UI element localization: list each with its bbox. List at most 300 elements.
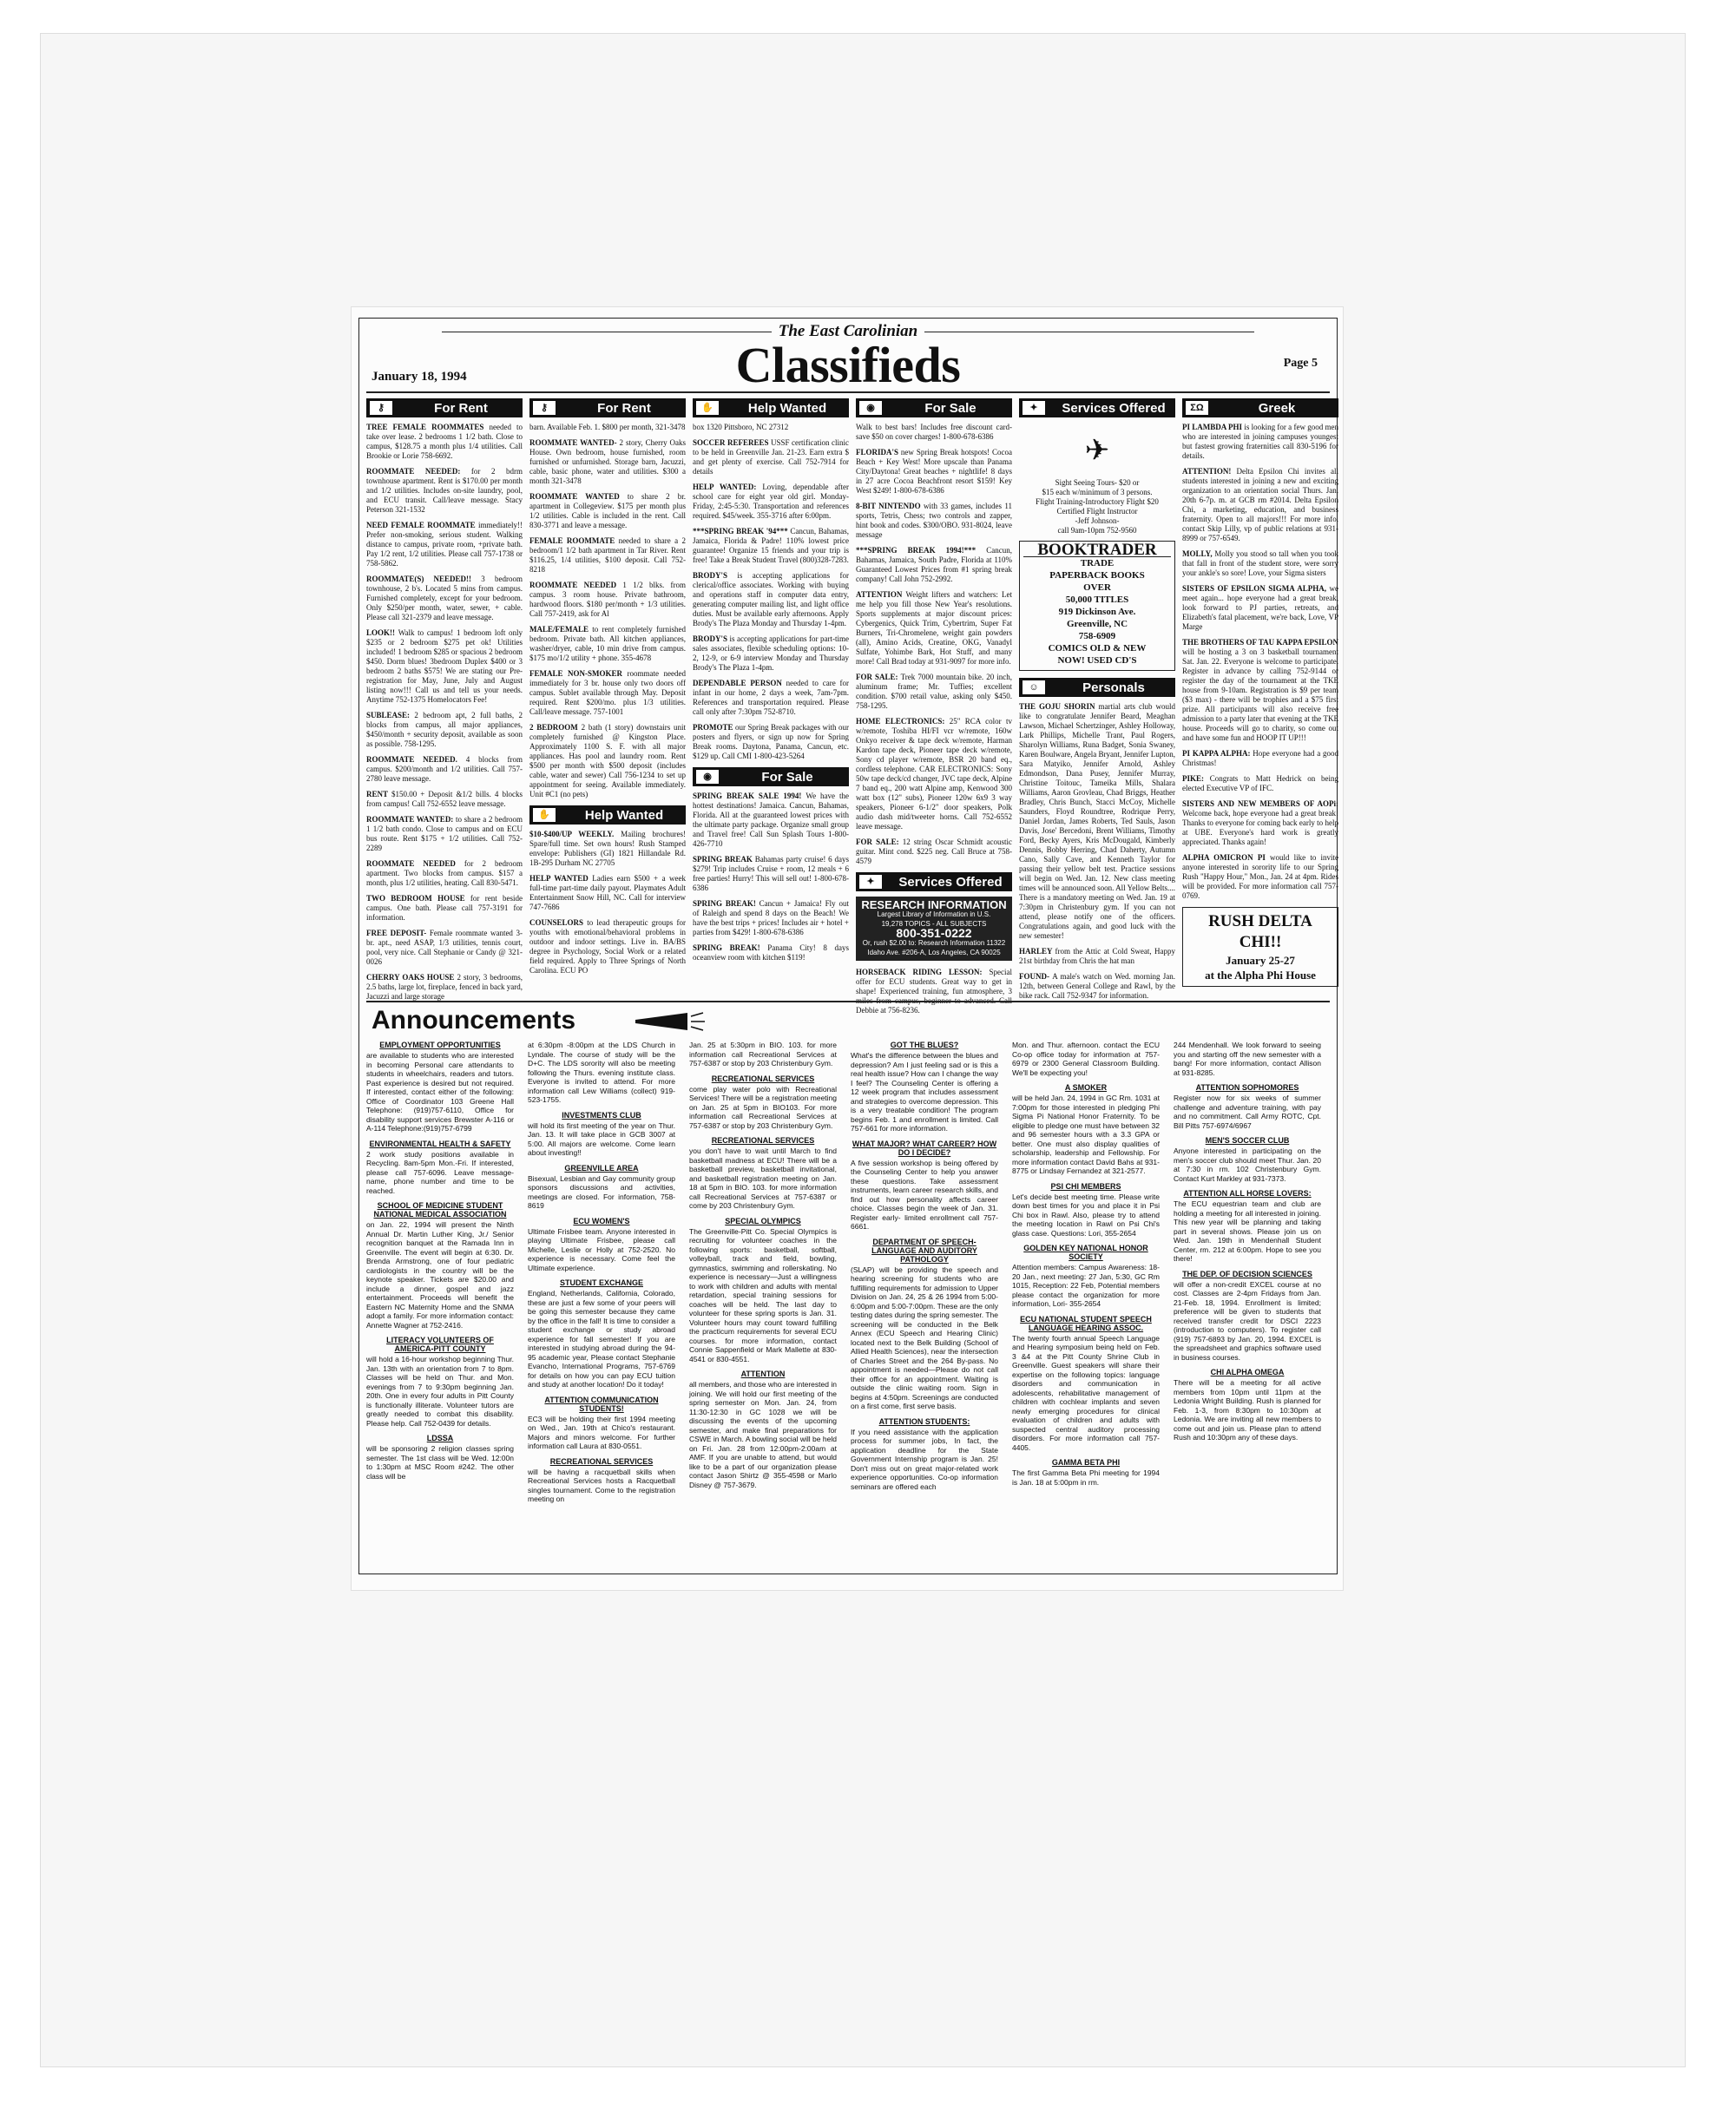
announcement-text: Bisexual, Lesbian and Gay community group sponsors discussions and activities, meetings are closed. For information, 758-8619 — [528, 1173, 675, 1210]
announcement-text: Mon. and Thur. afternoon. contact the ECU Co-op office today for information at 757-6979 or 2300 General Classroom Building. We'll be expecting you! — [1012, 1041, 1160, 1077]
announcement-text: The twenty fourth annual Speech Language and Hearing symposium being held on Feb. 3 &4 at the Pitt County Shrine Club in Greenville. Guest speakers will share their expertise on the following topics: language disorders and communication in adolescents, rehabilitative management of children with cochlear implants and seven newly emerging procedures for clinical evaluation of children and adults with suspected central auditory processing disorders. For more information call 757-4405. — [1012, 1333, 1160, 1452]
announcement-text: on Jan. 22, 1994 will present the Ninth Annual Dr. Martin Luther King, Jr./ Senior recognition banquet at the Ramada Inn in Greenville. The event will begin at 6:30. Dr. Brenda Armstrong, one of four pediatric cardiologists in the country will be the keynote speaker. Tickets are $20.00 and include a dinner, gospel and jazz entertainment. Proceeds will benefit the Eastern NC Maternity Home and the SNMA adopt a family. For more information contact: Annette Wagner at 752-2416. — [366, 1220, 514, 1330]
ad-lead: PI LAMBDA PHI — [1182, 423, 1245, 431]
handshake-icon: ✋ — [533, 808, 556, 822]
ad-lead: PROMOTE — [693, 723, 736, 732]
announcement-text: 2 work study positions available in Recycling. 8am-5pm Mon.-Fri. If interested, please call 757-6096. Leave message- name, phone number and time to be reached. — [366, 1149, 514, 1195]
classified-ad — [693, 723, 849, 761]
announcement — [528, 1278, 675, 1390]
announcement-text: There will be a meeting for all active members from 10pm until 11pm at the Ledonia Wright Building. Rush is planned for Feb. 1-3, from 8:30pm to 10:30pm at Ledonia. We are inviting all new members to come out and join us. Please plan to attend Rush and 10:30pm any of these days. — [1174, 1378, 1321, 1442]
ad-text: 2 bedroom apt, 2 full baths, 2 blocks from campus, all major appliances, $450/month + security deposit, available as soon as possible. 758-1295. — [366, 711, 523, 748]
ad-lead: ATTENTION! — [1182, 467, 1237, 476]
booktrader-line: TRADE — [1080, 558, 1115, 568]
ad-lead: FEMALE ROOMMATE — [529, 536, 619, 545]
classified-ad — [529, 438, 686, 486]
ad-text: will be hosting a 3 on 3 basketball tournament Sat. Jan. 22. Everyone is welcome to participate. Register in advance by calling 752-9144 or register the day of the tournament at the TKE house from 9-10am. Registration is $9 per team ($3 max) - there will be trophies and a $75 first prize. All participants will also receive free admission to a party later that evening at the TKE house. Proceeds will go to charity, so come out and have some fun and HOOP IT UP!!! — [1182, 647, 1338, 742]
announcement-heading: PSI CHI MEMBERS — [1050, 1181, 1121, 1191]
announcement-heading: CHI ALPHA OMEGA — [1210, 1368, 1285, 1376]
classified-ad — [366, 790, 523, 809]
announcement — [1012, 1315, 1160, 1453]
ad-text: Delta Epsilon Chi invites all students interested in joining a new and exciting organization to an orientation social Thurs. Jan. 20th 6-7p. m. at GCB rm #2014. Delta Epsilon Chi, a marketing, education, and business fraternity. Open to all majors!!! For more info. contact Skip Lilly, vp of public relations at 931-8999 or 757-6549. — [1182, 467, 1338, 542]
ad-lead: SUBLEASE: — [366, 711, 415, 719]
tools-icon: ✦ — [859, 875, 882, 889]
ad-text: 4 blocks from campus. $200/month and 1/2 utilities. Call 757-2780 leave message. — [366, 755, 523, 783]
announcement-text: Jan. 25 at 5:30pm in BIO. 103. for more information call Recreational Services at 757-6387 or stop by 203 Christenbury Gym. — [689, 1041, 837, 1068]
classified-ad — [693, 527, 849, 565]
ad-lead: NEED FEMALE ROOMMATE — [366, 521, 479, 529]
key-icon: ⚷ — [370, 401, 392, 415]
ad-text: Bahamas party cruise! 6 days $279! Trip includes Cruise + room, 12 meals + 6 free parties! Hurry! This will sell out! 1-800-678-6386 — [693, 855, 849, 892]
ad-lead: SISTERS AND NEW MEMBERS OF AOPi: — [1182, 799, 1338, 808]
section-header-for-sale: ◉ For Sale — [856, 398, 1012, 417]
announcement-heading: DEPARTMENT OF SPEECH-LANGUAGE AND AUDITORY PATHOLOGY — [871, 1237, 977, 1264]
classified-ad — [366, 755, 523, 784]
ad-lead: FLORIDA'S — [856, 448, 901, 457]
ad-text: for 2 bdrm townhouse apartment. Rent is $170.00 per month and 1/2 utilities. Includes on-site laundry, pool, and ECU transit. Call/leave message. Stacy Peterson 321-1532 — [366, 467, 523, 514]
research-information-ad: RESEARCH INFORMATION Largest Library of Information in U.S. 19,278 TOPICS - ALL SUBJECTS 800-351-0222 Or, rush $2.00 to: Research Information 11322 Idaho Ave. #206-A, Los Angeles, CA 90025 — [856, 897, 1012, 961]
classified-ad — [529, 536, 686, 575]
ad-text: 1 1/2 blks. from campus. 3 room house. Private bathroom, hardwood floors. $180 per/month + 1/3 utilities. Call 757-2419, ask for Al — [529, 581, 686, 618]
ad-text: Special offer for ECU students. Great way to get in shape! Experienced training, fun atmosphere, 3 miles from campus, beginner to advanced. Call Debbie at 756-8236. — [856, 968, 1012, 1015]
announcement-columns — [366, 1041, 1330, 1566]
ad-text: immediately!! Prefer non-smoking, serious student. Walking distance to campus, private room, +private bath. Pay 1/2 rent, 1/2 utilities. Please call 757-1738 or 758-5862. — [366, 521, 523, 568]
ad-text: our Spring Break packages with our posters and flyers, or sign up now for Spring Break rooms. Daytona, Panama, Cancun, etc. $129 up. Call CMI 1-800-423-5264 — [693, 723, 850, 760]
announcement-column-1 — [366, 1041, 514, 1566]
ad-lead: FEMALE NON-SMOKER — [529, 669, 628, 678]
ad-text: Loving, dependable after school care for eight year old girl. Monday- Friday, 2:45-5:30. Transportation and references required. $45/week. 355-3716 after 6:00pm. — [693, 483, 849, 520]
classified-ad — [693, 679, 849, 717]
announcement — [689, 1217, 837, 1364]
classified-ad — [366, 815, 523, 853]
ad-text: Mailing brochures! Spare/full time. Set own hours! Rush Stamped envelope: Publishers (GI) 1821 Hillandale Rd. 1B-295 Durham NC 27705 — [529, 830, 686, 867]
ad-lead: HOME ELECTRONICS: — [856, 717, 950, 726]
ad-text: from the Attic at Cold Sweat, Happy 21st birthday from Chris the hat man — [1019, 947, 1175, 965]
ad-lead: SPRING BREAK! — [693, 943, 768, 952]
announcement-text: at 6:30pm -8:00pm at the LDS Church in Lyndale. The course of study will be the D+C. The LDS sorority will also be meeting following the Thurs. evening institute class. Everyone is invited to attend. For more information call Lew Williams (collect) 919-523-1755. — [528, 1041, 675, 1104]
tour-line: $15 each w/minimum of 3 persons. — [1042, 488, 1153, 496]
ad-text: Cancun + Jamaica! Fly out of Raleigh and spend 8 days on the Beach! We have the best trips + prices! Includes air + hotel + parties from $429! 1-800-678-6386 — [693, 899, 849, 936]
announcement — [528, 1164, 675, 1211]
ad-text: new Spring Break hotspots! Cocoa Beach + Key West! More upscale than Panama City/Daytona! Great beaches + nightlife! 8 days in 27 acre Cocoa Beachfront resort $159! Key West $249! 1-800-678-6386 — [856, 448, 1013, 495]
classified-ad — [1182, 467, 1338, 543]
classified-ad — [529, 625, 686, 663]
classified-ad — [856, 590, 1012, 667]
classified-ad — [856, 423, 1012, 442]
tour-line: Sight Seeing Tours- $20 or — [1055, 478, 1140, 487]
booktrader-line: PAPERBACK BOOKS — [1049, 570, 1145, 581]
handshake-icon: ✋ — [696, 401, 719, 415]
ad-lead: LOOK!! — [366, 628, 398, 637]
ad-text: to share a 2 bedroom 1 1/2 bath condo. Close to campus and on ECU bus route. Rent $175 + 1/2 utilities. Call 752-2289 — [366, 815, 523, 852]
announcements-header — [366, 1001, 1330, 1039]
ad-text: is looking for a few good men who are interested in joining campuses youngest but fastest growing fraternities call 830-5196 for details. — [1182, 423, 1338, 460]
announcement — [851, 1140, 998, 1232]
booktrader-ad: BOOKTRADER TRADE PAPERBACK BOOKS OVER 50,000 TITLES 919 Dickinson Ave. Greenville, NC 758-6909 COMICS OLD & NEW NOW! USED CD'S — [1019, 541, 1175, 671]
classified-ad — [693, 899, 849, 937]
announcement — [366, 1434, 514, 1481]
megaphone-icon — [635, 1013, 705, 1030]
classified-ad — [529, 581, 686, 619]
ad-text: A male's watch on Wed. morning Jan. 12th, between General College and Rawl, by the bike rack. Call 752-9347 for information. — [1019, 972, 1175, 1000]
booktrader-line: 50,000 TITLES — [1065, 595, 1129, 605]
announcement-heading: GREENVILLE AREA — [564, 1163, 639, 1173]
classified-ad — [1019, 702, 1175, 941]
rush-delta-chi-ad: RUSH DELTA CHI!! January 25-27 at the Alpha Phi House — [1182, 907, 1338, 987]
column-for-rent-1 — [366, 398, 523, 1001]
ad-lead: ATTENTION — [856, 590, 906, 599]
classified-ad — [856, 546, 1012, 584]
ad-list — [693, 792, 849, 963]
announcement-text: are available to students who are interested in becoming Personal care attendants to students in wheelchairs, readers and tutors. Past experience is desired but not required. If interested, contact either of the following: Office of Coordinator 103 Greene Hall Telephone: (919)757-6110, Office for disability support services Brewster A-116 or A-114 Telephone:(919)757-6799 — [366, 1051, 514, 1133]
tour-line: Certified Flight Instructor — [1056, 507, 1138, 516]
column-for-rent-2 — [529, 398, 686, 997]
announcement — [1012, 1083, 1160, 1176]
tag-icon: ◉ — [859, 401, 882, 415]
ad-list — [1019, 702, 1175, 1001]
announcement-heading: INVESTMENTS CLUB — [562, 1110, 641, 1120]
column-greek — [1182, 398, 1338, 997]
section-header-help-wanted: ✋ Help Wanted — [693, 398, 849, 417]
newspaper-page — [351, 306, 1344, 1591]
announcement — [689, 1370, 837, 1489]
ad-text: barn. Available Feb. 1. $800 per month, 321-3478 — [529, 423, 686, 431]
announcement-heading: SCHOOL OF MEDICINE STUDENT NATIONAL MEDICAL ASSOCIATION — [373, 1201, 507, 1219]
announcement-heading: ATTENTION COMMUNICATION STUDENTS! — [544, 1395, 659, 1413]
issue-date: January 18, 1994 — [372, 370, 467, 384]
ad-lead: MOLLY, — [1182, 549, 1215, 558]
ad-text: with 33 games, includes 11 sports, Tetris, Chess; two controls and zapper, hint book and codes. $300/OBO. 931-8024, leave message — [856, 502, 1012, 539]
ad-text: Ladies earn $500 + a week full-time part-time daily payout. Playmates Adult Entertainment Snow Hill, NC. Call for interview 747-7686 — [529, 874, 686, 911]
classified-ad — [1182, 774, 1338, 793]
announcement — [1012, 1182, 1160, 1238]
announcement-heading: RECREATIONAL SERVICES — [711, 1136, 815, 1145]
column-services-personals — [1019, 398, 1175, 1000]
classified-ad — [693, 792, 849, 849]
announcement — [1174, 1136, 1321, 1183]
ad-lead: SOCCER REFEREES — [693, 438, 772, 447]
tag-icon: ◉ — [696, 770, 719, 784]
ad-text: Welcome back, hope everyone had a great break! Thanks to everyone for coming back early to help at UBE. Everyone's hard work is greatly appreciated. Thanks again! — [1182, 809, 1338, 846]
announcement-heading: ECU WOMEN'S — [573, 1216, 630, 1225]
announcement — [851, 1041, 998, 1133]
announcement-text: If you need assistance with the application process for summer jobs, In fact, the application deadline for the State Government Internship program is Jan. 25! Don't miss out on great major-related work experience opportunities. Co-op information seminars are offered each — [851, 1427, 998, 1491]
ad-text: we meet again... hope everyone had a great break, look forward to PJ parties, retreats, and Elizabeth's fatal placement, we're back, Love, VP Marge — [1182, 584, 1338, 631]
classified-ad — [693, 634, 849, 673]
ad-text: Female roommate wanted 3-br. apt., need ASAP, 1/3 utilities, tennis court, pool, very nice. Call Stephanie or Candy @ 321-0026 — [366, 929, 523, 966]
announcement-text: Register now for six weeks of summer challenge and adventure training, with pay and no commitment. Call Army ROTC, Cpt. Bill Pitts 757-6974/6967 — [1174, 1094, 1321, 1130]
ad-text: for rent beside campus. One bath. Please call 757-3191 for information. — [366, 894, 523, 922]
announcement-text: will hold a 16-hour workshop beginning Thur. Jan. 13th with an orientation from 7 to 8pm. Classes will be held on Thur. and Mon. evenings from 7 to 9:30pm beginning Jan. 20th. One in every four adults in Pitt County is functionally illiterate. Volunteer tutors are greatly needed to combat this disability. Please help. Call 752-0439 for details. — [366, 1355, 514, 1428]
ad-lead: SISTERS OF EPSILON SIGMA ALPHA, — [1182, 584, 1330, 593]
announcement-column-2 — [528, 1041, 675, 1566]
booktrader-line: 758-6909 — [1078, 631, 1116, 641]
classified-ad — [529, 669, 686, 717]
ad-text: Cancun, Bahamas, Jamaica, Florida & Padre! 110% lowest price guarantee! Organize 15 friends and your trip is free! Take a Break Student Travel (800)328-7283. — [693, 527, 849, 564]
announcement — [1174, 1368, 1321, 1442]
ad-lead: PIKE: — [1182, 774, 1210, 783]
classified-ad — [529, 492, 686, 530]
ad-text: 2 story, Cherry Oaks House. Own bedroom, house furnished, room furnished or unfurnished. Storage barn, Jacuzzi, cable, basic phone, water and utilities. $300 a month 321-3478 — [529, 438, 687, 485]
ad-text: Hope everyone had a good Christmas! — [1182, 749, 1338, 767]
ad-lead: FOR SALE: — [856, 673, 901, 681]
ad-lead: ROOMMATE NEEDED: — [366, 467, 471, 476]
classified-ad — [529, 723, 686, 799]
ad-text: 3 bedroom townhouse, 2 b's. Located 5 mins from campus. Furnished completely, except for your bedroom. Only $250/per month, water, sewer, + cable. Please call 321-2379 and leave message. — [366, 575, 523, 621]
ad-text: box 1320 Pittsboro, NC 27312 — [693, 423, 789, 431]
ad-lead: ROOMMATE WANTED: — [366, 815, 456, 824]
ad-text: would like to invite anyone interested in sorority life to our Spring Rush "Happy Hour," Mon., Jan. 24 at 4pm. Rides will be provided. For more information call 757-0769. — [1182, 853, 1338, 900]
section-header-for-rent: ⚷ For Rent — [366, 398, 523, 417]
announcement-text: What's the difference between the blues and depression? Am I just feeling sad or is this a real health issue? How can I change the way I feel? The Counseling Center is offering a 12 week program that includes assessment and strategies to overcome depression. This is a very treatable condition! The program begins Feb. 1 and enrollment is limited. Call 757-661 for more information. — [851, 1051, 998, 1133]
classified-ad — [693, 855, 849, 893]
ad-text: Molly you stood so tall when you took that fall in front of the student store, were sorry your ankle's so sore! Love, your Sigma sisters — [1182, 549, 1338, 577]
announcement — [528, 1457, 675, 1504]
classified-ad — [1182, 853, 1338, 901]
booktrader-line: 919 Dickinson Ave. — [1058, 607, 1136, 617]
ad-text: Cancun, Bahamas, Jamaica, South Padre, Florida at 110% Guaranteed Lowest Prices from #1 spring break company! Call John 752-2992. — [856, 546, 1012, 583]
section-header-for-rent: ⚷ For Rent — [529, 398, 686, 417]
masthead — [366, 322, 1330, 393]
classified-ad — [1019, 947, 1175, 966]
ad-text: 2 bath (1 story) downstairs unit completely furnished @ Kingston Place. Approximately 1100 S. F. with all major appliances. Has pool and laundry room. Rent $500 per month with $500 deposit (includes cable, water and sewer) Call 756-1234 to set up appointment for seeing. Available immediately. Unit #C1 (no pets) — [529, 723, 686, 798]
tour-line: Flight Training-Introductory Flight $20 — [1036, 497, 1159, 506]
announcement — [851, 1417, 998, 1492]
key-icon: ⚷ — [533, 401, 556, 415]
airplane-icon: ✈ — [1084, 434, 1110, 467]
ad-lead: ***SPRING BREAK '94*** — [693, 527, 791, 535]
classified-ad — [529, 874, 686, 912]
announcement-column-5 — [1012, 1041, 1160, 1566]
ad-lead: DEPENDABLE PERSON — [693, 679, 786, 687]
announcement — [528, 1217, 675, 1273]
page-title: Classifieds — [735, 337, 961, 393]
people-icon: ☺ — [1023, 680, 1045, 694]
ad-lead: $10-$400/UP WEEKLY. — [529, 830, 621, 838]
ad-text: 2 story, 3 bedrooms, 2.5 baths, large lot, fireplace, fenced in back yard, Jacuzzi and large storage — [366, 973, 523, 1001]
ad-lead: FOR SALE: — [856, 838, 903, 846]
flight-tours-ad — [1019, 478, 1175, 535]
announcement-heading: ATTENTION SOPHOMORES — [1195, 1083, 1299, 1092]
ad-text: needed to care for infant in our home, 2 days a week, 7am-7pm. References and transportation required. Please call only after 7:30pm 752-8710. — [693, 679, 849, 716]
announcement — [1012, 1041, 1160, 1077]
announcement-heading: A SMOKER — [1064, 1083, 1108, 1092]
announcement-text: you don't have to wait until March to find basketball madness at ECU! There will be a basketball preview, basketball invitational, and basketball registration meeting on Jan. 18 at 5pm in BIO. 103. for more information call Recreational Services at 757-6387 or come by 203 Christenbury Gym. — [689, 1146, 837, 1210]
ad-text: to share 2 br. apartment in Collegeview. $175 per month plus 1/2 utilities. Cable is included in the rent. Call 830-3771 and leave a message. — [529, 492, 686, 529]
announcement — [689, 1041, 837, 1068]
ad-lead: ROOMMATE WANTED- — [529, 438, 620, 447]
classified-ad — [1182, 423, 1338, 461]
classified-ad — [366, 929, 523, 967]
announcement — [366, 1140, 514, 1196]
ad-lead: ***SPRING BREAK 1994!*** — [856, 546, 987, 555]
ad-text: for 2 bedroom apartment. Two blocks from campus. $157 a month, plus 1/2 utilities, heating. Call 830-5471. — [366, 859, 523, 887]
announcement — [1012, 1244, 1160, 1309]
announcement — [1174, 1041, 1321, 1077]
ad-lead: SPRING BREAK! — [693, 899, 760, 908]
ad-lead: HARLEY — [1019, 947, 1055, 956]
classified-ad — [693, 423, 849, 432]
announcement-heading: RECREATIONAL SERVICES — [711, 1074, 815, 1083]
ad-text: needed to take over lease. 2 bedrooms 1 1/2 bath. Close to campus, $128.75 a month plus 1/4 utilities. Call Brookie or Lorie 758-6692. — [366, 423, 523, 460]
classified-ad — [693, 438, 849, 476]
ad-lead: CHERRY OAKS HOUSE — [366, 973, 457, 982]
ad-list — [529, 830, 686, 976]
ad-text: needed to share a 2 bedroom/1 1/2 bath apartment in Tar River. Rent $116.25, 1/4 utilities, $100 deposit. Call 752-8218 — [529, 536, 686, 574]
column-help-wanted — [693, 398, 849, 997]
announcement-heading: ATTENTION ALL HORSE LOVERS: — [1183, 1189, 1312, 1198]
ad-list — [693, 423, 849, 761]
announcement-column-6 — [1174, 1041, 1321, 1566]
announcement-heading: ATTENTION STUDENTS: — [878, 1416, 970, 1426]
announcement-heading: SPECIAL OLYMPICS — [725, 1216, 801, 1225]
ad-lead: TWO BEDROOM HOUSE — [366, 894, 470, 903]
ad-lead: COUNSELORS — [529, 918, 588, 927]
ad-list — [1182, 423, 1338, 901]
classified-ad — [1182, 549, 1338, 578]
classified-ad — [366, 711, 523, 749]
ad-lead: ROOMMATE WANTED — [529, 492, 628, 501]
announcement — [851, 1238, 998, 1411]
page-number: Page 5 — [1283, 357, 1318, 370]
section-header-for-sale: ◉ For Sale — [693, 767, 849, 786]
ad-lead: THE BROTHERS OF TAU KAPPA EPSILON — [1182, 638, 1338, 647]
phone-number: 800-351-0222 — [896, 926, 972, 940]
ad-lead: 2 BEDROOM — [529, 723, 582, 732]
section-header-personals: ☺ Personals — [1019, 678, 1175, 697]
section-header-services-offered: ✦ Services Offered — [856, 872, 1012, 891]
classified-ad — [366, 521, 523, 568]
ad-lead: FREE DEPOSIT- — [366, 929, 430, 937]
announcement-heading: GAMMA BETA PHI — [1051, 1458, 1121, 1467]
ad-lead: ROOMMATE NEEDED. — [366, 755, 466, 764]
announcement-text: 244 Mendenhall. We look forward to seeing you and starting off the new semester with a bang! For more information, contact Allison at 931-8285. — [1174, 1041, 1321, 1077]
classified-ad — [366, 628, 523, 705]
ad-list — [529, 423, 686, 799]
announcement — [689, 1136, 837, 1211]
announcement-text: The Greenville-Pitt Co. Special Olympics is recruiting for volunteer coaches in the following sports: basketball, softball, volleyball, track and field, bowling, gymnastics, swimming and rollerskating. No experience is necessary—Just a willingness to work with children and adults with mental retardation, special training sessions for coaches will be held. The last day to volunteer for these spring sports is Jan. 31. Volunteer hours may count toward fulfilling the practicum requirements for several ECU courses. for more information, contact Connie Sappenfield or Mark Mallette at 830-4541 or 830-4551. — [689, 1226, 837, 1363]
ad-lead: SPRING BREAK SALE 1994! — [693, 792, 806, 800]
section-header-services-offered: ✦ Services Offered — [1019, 398, 1175, 417]
announcement — [528, 1111, 675, 1158]
section-header-help-wanted: ✋ Help Wanted — [529, 805, 686, 825]
announcement-heading: LDSSA — [426, 1434, 454, 1442]
classified-ad — [366, 467, 523, 515]
publication-name: The East Carolinian — [366, 322, 1330, 341]
announcement-column-4 — [851, 1041, 998, 1566]
ad-lead: 8-BIT NINTENDO — [856, 502, 924, 510]
announcement — [689, 1074, 837, 1131]
announcement-text: all members, and those who are interested in joining. We will hold our first meeting of the spring semester on Mon. Jan. 24, from 11:30-12:30 in GC 1028 we will be discussing the events of the upcoming semester, and make final preparations for CSWE in March. A bowling social will be held on Fri. Jan. 28 from 12:00pm-2:00am at AMF. If you are unable to attend, but would like to be a part of our organization please contact Jason Shirtz @ 355-4598 or Marlo Disney @ 757-3679. — [689, 1380, 837, 1489]
classified-ad — [856, 502, 1012, 540]
announcement-heading: THE DEP. OF DECISION SCIENCES — [1182, 1269, 1312, 1278]
ad-text: to lead therapeutic groups for youths with emotional/behavioral problems in outdoor and indoor settings. Live in. BA/BS degree in Psychology, Social Work or a related field required. Apply to Three Springs of North Carolina. ECU PO — [529, 918, 686, 975]
tour-line: -Jeff Johnson- — [1075, 516, 1120, 525]
classified-ad — [1182, 749, 1338, 768]
ad-list — [366, 423, 523, 1002]
ad-text: Congrats to Matt Hedrick on being elected Executive VP of IFC. — [1182, 774, 1338, 792]
announcement-heading: MEN'S SOCCER CLUB — [1205, 1136, 1290, 1145]
ad-lead: TREE FEMALE ROOMMATES — [366, 423, 490, 431]
ad-text: martial arts club would like to congratulate Jennifer Beard, Meaghan Lawson, Michael Schertzinger, Ashley Holloway, Lark Phillips, Michelle Trant, Paul Rogers, Sharolyn Williams, Runa Badget, Sonia Swaney, Karen Boulware, Angela Bryant, Jennifer Lupton, Sara Matyiko, Jennifer Arnold, Ashley Edmondson, Dana Pusey, Jennifer Murray, Christine Toitouc, Tameika Mills, Shalara Williams, Aaron Grovleau, Chad Briggs, Heather Bradley, Chris Bunch, Stacci McCoy, Michelle Saunders, Floyd Roundtree, Rodrique Perry, Daniel Jordan, James Roberts, Ted Sauls, Jason Davis, Jose' Bercedoni, Brent Williams, Timothy Ford, Becky Ayers, Kris McDougald, Kimberly Dennis, Bobby Herring, Chad Daherty, Autumn Cano, Sally Cave, and Kenneth Taylor for passing their yellow belt test. Practice sessions will begin on Wed. Jan. 12. New class meeting times will be announced soon. All Yellow Belts.... There is a mandatory meeting on Wed. Jan. 19 at 7:30pm in Christenbury gym. If you can not attend, please notify one of the officers. Congratulations again, and good luck with the new semester! — [1019, 702, 1175, 940]
announcement-heading: ENVIRONMENTAL HEALTH & SAFETY — [369, 1139, 511, 1148]
ad-lead: ROOMMATE(S) NEEDED!! — [366, 575, 482, 583]
ad-lead: ROOMMATE NEEDED — [529, 581, 623, 589]
classified-ad — [693, 943, 849, 963]
classified-ad — [693, 483, 849, 521]
announcement-text: EC3 will be holding their first 1994 meeting on Wed., Jan. 19th at Chico's restaurant. Majors and minors welcome. For further information call Laura at 830-0551. — [528, 1414, 675, 1450]
ad-lead: THE GOJU SHORIN — [1019, 702, 1099, 711]
ad-text: Weight lifters and watchers: Let me help you fill those New Year's resolutions. Sports supplements at major discount prices: Cybergenics, Quick Trim, Cybertrim, Super Fat Burners, Tri-Chromelene, weight gain powders (all), Amino Acids, Creatine, OKG, Vanadyl Sulfate, Yohimbe Bark, Hot Stuff, and many more! Call Brad today at 931-9097 for more info. — [856, 590, 1012, 666]
classified-ad — [366, 575, 523, 622]
classified-ad — [366, 894, 523, 923]
classified-ad — [366, 973, 523, 1002]
announcement-text: Attention members: Campus Awareness: 18-20 Jan., next meeting: 27 Jan, 5:30, GC Rm 1015, Reception: 22 Feb, Potential members please contact the organization for more information, Lori- 355-2654 — [1012, 1263, 1160, 1308]
classified-ad — [856, 673, 1012, 711]
ad-lead: MALE/FEMALE — [529, 625, 593, 634]
announcement — [366, 1201, 514, 1330]
booktrader-line: COMICS OLD & NEW — [1048, 643, 1147, 654]
announcement — [528, 1396, 675, 1451]
ad-lead: RENT — [366, 790, 391, 798]
greek-letters-icon: ΣΩ — [1186, 401, 1208, 415]
announcement-text: England, Netherlands, California, Colorado, these are just a few some of your peers will be going this semester because they came by the office in the fall! It is time to consider a student exchange or study abroad experience for fall semester! If you are interested in studying abroad during the 94-95 academic year, Please contact Stephanie Evancho, International Programs, 757-6769 for details on how you can pay ECU tuition and study at another location! Do it today! — [528, 1289, 675, 1389]
ad-text: Walk to campus! 1 bedroom loft only $235 or 2 bedroom $275 pet ok! Utilities included! 1 bedroom $285 or spacious 2 bedroom $450. Dorm blues! 3bedroom Duplex $400 or 3 bedroom 2 baths $575! We are stating our Pre-registration for May, June, July and August listing now!!! Call us and tell us your needs. Anytime 752-1375 Homelocators Fee! — [366, 628, 523, 704]
announcement — [366, 1336, 514, 1428]
announcement-heading: LITERACY VOLUNTEERS OF AMERICA-PITT COUNTY — [386, 1336, 494, 1353]
announcement-text: come play water polo with Recreational Services! There will be a registration meeting on Jan. 25 at 5pm in BIO103. For more information call Recreational Services at 757-6387 or stop by 203 Christenbury Gym. — [689, 1084, 837, 1130]
ad-lead: ROOMMATE NEEDED — [366, 859, 464, 868]
ad-text: Panama City! 8 days oceanview room with kitchen $119! — [693, 943, 849, 962]
tools-icon: ✦ — [1023, 401, 1045, 415]
classified-ad — [1019, 972, 1175, 1001]
ad-text: 12 string Oscar Schmidt acoustic guitar. Mint cond. $225 neg. Call Bruce at 758-4579 — [856, 838, 1012, 865]
announcement-text: Anyone interested in participating on the men's soccer club should meet Thur. Jan. 20 at 7:30 in rm. 102 Christenbury Gym. Contact Kurt Markley at 931-7373. — [1174, 1146, 1321, 1183]
ad-lead: BRODY'S — [693, 634, 730, 643]
classified-ad — [693, 571, 849, 628]
classified-ad — [366, 859, 523, 888]
announcement-heading: STUDENT EXCHANGE — [559, 1278, 643, 1287]
announcement-text: will hold its first meeting of the year on Thur. Jan. 13. It will take place in GCB 3007 at 5:00. All majors are welcome. Come learn about investing!! — [528, 1120, 675, 1157]
ad-list — [856, 423, 1012, 866]
tour-line: call 9am-10pm 752-9560 — [1057, 526, 1137, 535]
announcement — [1012, 1458, 1160, 1487]
booktrader-line: NOW! USED CD'S — [1057, 655, 1137, 666]
announcement-text: A five session workshop is being offered by the Counseling Center to help you answer these questions. Take assessment instruments, learn career research skills, and find out how personality affects career choice. Classes begin the week of Jan. 31. Register early- limited enrollment call 757-6661. — [851, 1158, 998, 1231]
ad-text: We have the hottest destinations! Jamaica. Cancun, Bahamas, Florida. All at the guaranteed lowest prices with the ultimate party package. Organize small group and Travel free! Call Sun Splash Tours 1-800-426-7710 — [693, 792, 849, 848]
ad-lead: HORSEBACK RIDING LESSON: — [856, 968, 990, 976]
ad-text: USSF certification clinic to be held in Greenville Jan. 21-23. Earn extra $ and get plenty of exercise. Call 752-7914 for details — [693, 438, 849, 476]
ad-text: 25" RCA color tv w/remote, Toshiba HI/FI vcr w/remote, 160w Onkyo receiver & tape deck w/remote, Harman Kardon tape deck, Pioneer tape deck w/remote, Sony cd player w/remote, BSR 20 band eq., cordless telephone. CAR ELECTRONICS: Sony 50w tape deck/cd changer, JVC tape deck, Alpine 7 band eq., 200 watt Alpine amp, Kenwood 300 watt box (12" subs), Pioneer 120w 6x9 3 way speakers, Pioneer 6-1/2" door speakers, Polk audio dash mid/tweeter horns. Call 752-6552 leave message. — [856, 717, 1012, 831]
classified-ad — [856, 717, 1012, 831]
announcement-text: Let's decide best meeting time. Please write down best times for you and place it in Psi Chi box in Rawl. Also, please try to attend the meeting location in Rawl on Psi Chi's glass case. Questions: Lori, 355-2654 — [1012, 1192, 1160, 1238]
ad-lead: ALPHA OMICRON PI — [1182, 853, 1270, 862]
announcement-text: will be sponsoring 2 religion classes spring semester. The 1st class will be Wed. 12:00n to 1:30pm at MSC Room #242. The other class will be — [366, 1444, 514, 1481]
announcement — [1174, 1083, 1321, 1130]
ad-lead: SPRING BREAK — [693, 855, 755, 864]
announcement-column-3 — [689, 1041, 837, 1566]
ad-text: to rent completely furnished bedroom. Private bath. All kitchen appliances, washer/dryer, cable, 10 min drive from campus. $175 mo/1/2 utility + phone. 355-4678 — [529, 625, 686, 662]
announcement-text: will be having a racquetball skills when Recreational Services hosts a Racquetball singles tournament. Come to the registration meeting on — [528, 1467, 675, 1503]
announcement-text: (SLAP) will be providing the speech and hearing screening for students who are fulfilling requirements for admission to Upper Division on Jan. 24, 25 & 26 1994 from 5:00-6:00pm and 5:00-7:00pm. These are the only testing dates during the spring semester. The screening will be conducted in the Belk Annex (ECU Speech and Hearing Clinic) located next to the Belk Building (School of Allied Health Sciences), near the intersection of Charles Street and the 264 By-pass. No appointment is needed—Please do not call their office for an appointment. Waiting is outside the clinic waiting room. Sign in begins at 4:50pm. Screenings are conducted on a first come, first serve basis. — [851, 1265, 998, 1410]
announcement — [366, 1041, 514, 1133]
announcement-text: will offer a non-credit EXCEL course at no cost. Classes are 2-4pm Fridays from Jan. 21-Feb. 18, 1994. Enrollment is limited; preference will be given to students that received transfer credit for DSCI 2223 (introduction to computers). To register call (919) 757-6893 by Jan. 20, 1994. EXCEL is the spreadsheet and graphics software used in business courses. — [1174, 1279, 1321, 1362]
announcement-heading: RECREATIONAL SERVICES — [549, 1456, 654, 1466]
booktrader-line: OVER — [1083, 582, 1111, 593]
classified-ad — [1182, 638, 1338, 743]
announcement — [1174, 1270, 1321, 1363]
classified-ad — [1182, 584, 1338, 632]
booktrader-line: Greenville, NC — [1066, 619, 1128, 629]
